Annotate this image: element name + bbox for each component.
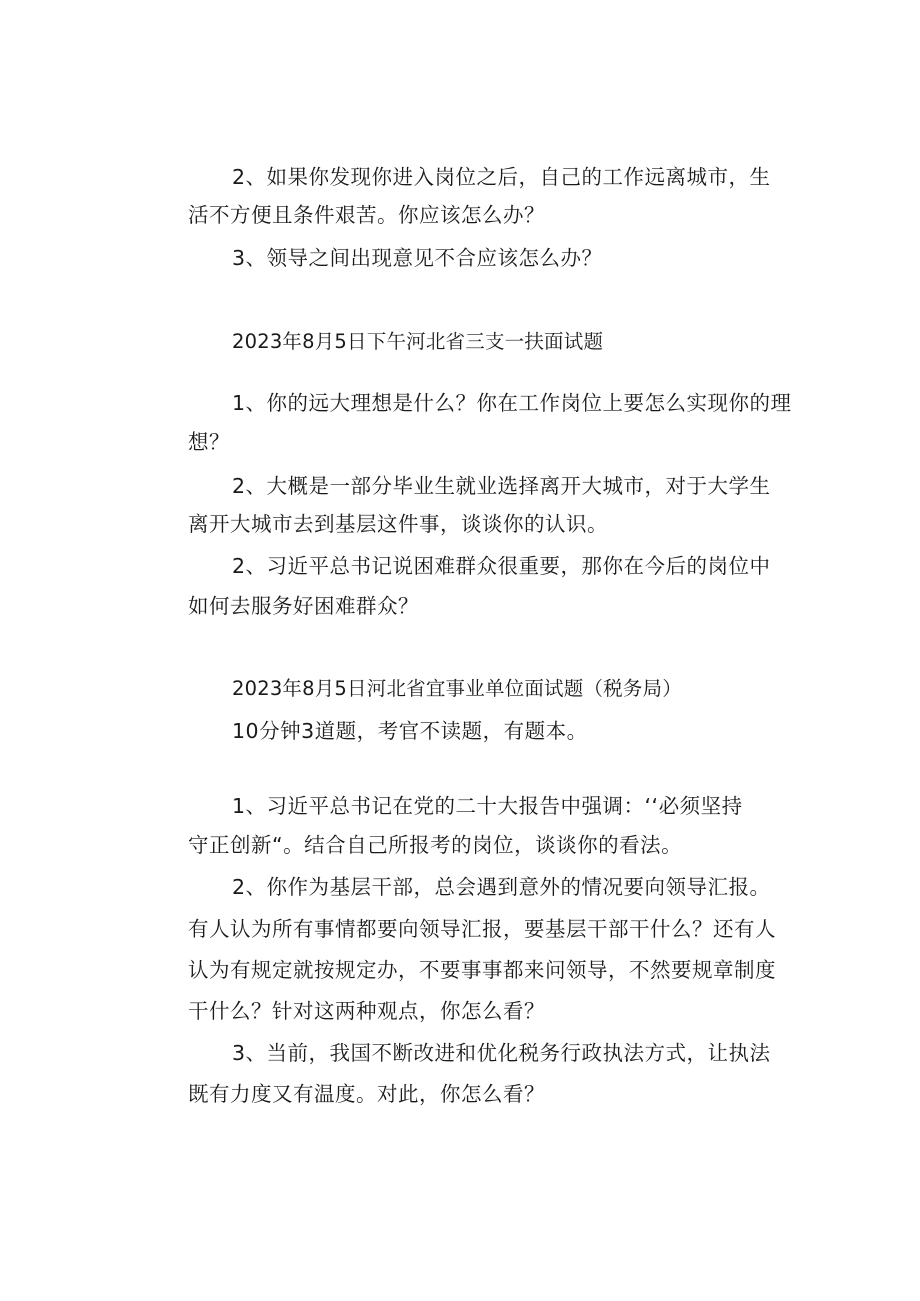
- question-1-line-1: 1、习近平总书记在党的二十大报告中强调：‘‘必须坚持: [232, 794, 743, 818]
- question-2-line-2: 活不方便且条件艰苦。你应该怎么办？: [188, 203, 545, 227]
- question-1-line-2: 想？: [188, 430, 230, 454]
- question-2-line-2: 有人认为所有事情都要向领导汇报，要基层干部干什么？还有人: [188, 917, 776, 941]
- question-3-line-1: 2、习近平总书记说困难群众很重要，那你在今后的岗位中: [232, 554, 771, 578]
- question-2-line-1: 2、如果你发现你进入岗位之后，自己的工作远离城市，生: [232, 165, 771, 189]
- question-2-line-1: 2、你作为基层干部，总会遇到意外的情况要向领导汇报。: [232, 875, 771, 899]
- question-3-line-2: 既有力度又有温度。对此，你怎么看？: [188, 1082, 545, 1106]
- question-2-line-3: 认为有规定就按规定办，不要事事都来问领导，不然要规章制度: [188, 958, 776, 982]
- question-2-line-1: 2、大概是一部分毕业生就业选择离开大城市，对于大学生: [232, 474, 771, 498]
- question-2-line-2: 离开大城市去到基层这件事，谈谈你的认识。: [188, 512, 608, 536]
- question-3-line-2: 如何去服务好困难群众？: [188, 594, 419, 618]
- question-1-line-2: 守正创新“。结合自己所报考的岗位，谈谈你的看法。: [188, 833, 683, 857]
- question-3-line-1: 3、当前，我国不断改进和优化税务行政执法方式，让执法: [232, 1041, 771, 1065]
- question-2-line-4: 干什么？针对这两种观点，你怎么看？: [188, 999, 545, 1023]
- exam-note: 10分钟3道题，考官不读题，有题本。: [232, 719, 588, 743]
- section-heading-sanzhiyifu: 2023年8月5日下午河北省三支一扶面试题: [232, 330, 604, 353]
- question-3-line-1: 3、领导之间出现意见不合应该怎么办？: [232, 246, 603, 270]
- section-heading-tax-bureau: 2023年8月5日河北省宜事业单位面试题（税务局）: [232, 677, 682, 700]
- question-1-line-1: 1、你的远大理想是什么？你在工作岗位上要怎么实现你的理: [232, 391, 792, 415]
